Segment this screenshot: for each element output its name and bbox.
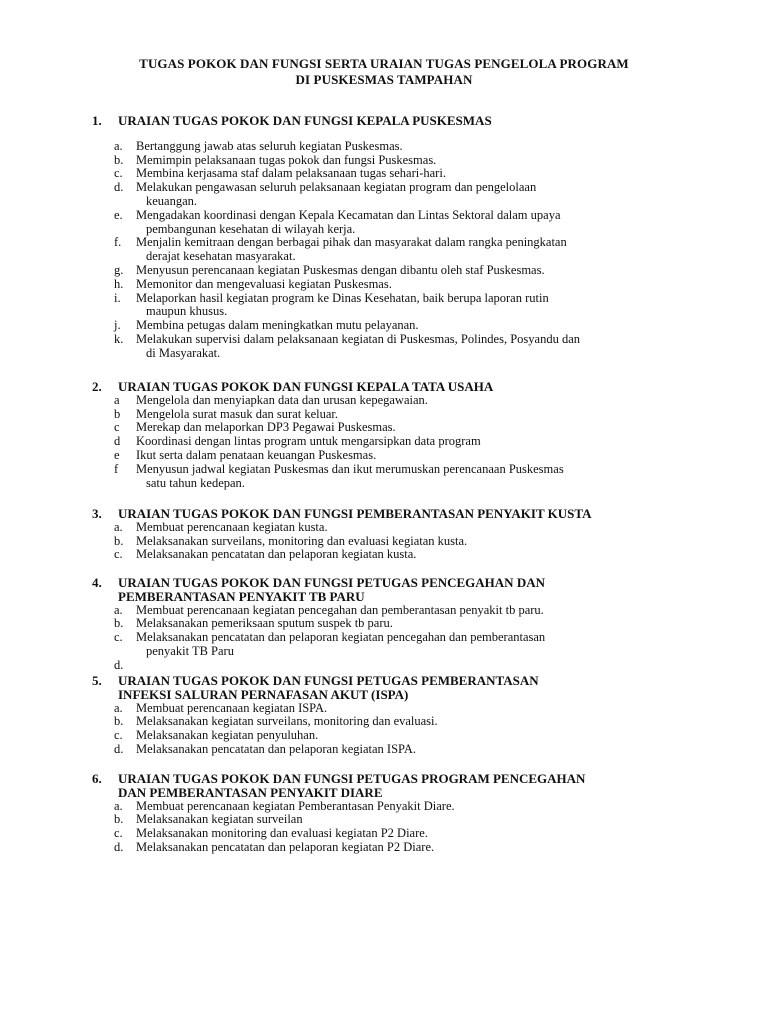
list-item-continuation: satu tahun kedepan. xyxy=(146,475,245,490)
list-item-continuation: keuangan. xyxy=(146,193,198,208)
list-item-line: Melakukan pengawasan seluruh pelaksanaan kegiatan program dan pengelolaan xyxy=(136,180,537,195)
list-item-line xyxy=(136,659,692,673)
section-number: 1. xyxy=(92,113,102,128)
list-item xyxy=(92,702,692,716)
list-item-marker: d. xyxy=(114,839,124,854)
list-item xyxy=(92,715,692,729)
list-item-text xyxy=(136,729,692,743)
list-item-marker: a. xyxy=(114,700,123,715)
list-item-marker: a. xyxy=(114,798,123,813)
list-item-marker: c. xyxy=(114,630,123,645)
list-item xyxy=(92,463,692,491)
list-item-line: Membuat perencanaan kegiatan ISPA. xyxy=(136,700,328,715)
section-heading xyxy=(92,380,692,394)
list-item-text xyxy=(136,617,692,631)
list-item xyxy=(92,841,692,855)
list-item xyxy=(92,264,692,278)
list-item-text xyxy=(136,435,692,449)
section-heading xyxy=(92,772,692,800)
list-item-marker: b. xyxy=(114,812,124,827)
list-item-line: Melaksanakan kegiatan surveilans, monitoring dan evaluasi. xyxy=(136,714,438,729)
list-item-text xyxy=(136,521,692,535)
list-item-line: Melaksanakan kegiatan penyuluhan. xyxy=(136,728,319,743)
list-item-continuation: pembangunan kesehatan di wilayah kerja. xyxy=(146,221,356,236)
list-item-marker: g. xyxy=(114,262,124,277)
list-item-marker: c. xyxy=(114,547,123,562)
list-item xyxy=(92,167,692,181)
list-item-line: Membuat perencanaan kegiatan pencegahan dan pemberantasan penyakit tb paru. xyxy=(136,602,544,617)
section-heading xyxy=(92,674,692,702)
list-item-marker: b. xyxy=(114,616,124,631)
list-item-text xyxy=(136,827,692,841)
list-item-marker: b xyxy=(114,406,121,421)
list-item xyxy=(92,521,692,535)
list-item-continuation: penyakit TB Paru xyxy=(146,643,234,658)
list-item xyxy=(92,827,692,841)
list-item xyxy=(92,449,692,463)
list-item-line: Melaporkan hasil kegiatan program ke Dinas Kesehatan, baik berupa laporan rutin xyxy=(136,290,549,305)
list-item xyxy=(92,617,692,631)
section-heading-text: PEMBERANTASAN PENYAKIT TB PARU xyxy=(118,588,365,604)
list-item-continuation: di Masyarakat. xyxy=(146,345,221,360)
list-item-text xyxy=(136,333,692,361)
section-1 xyxy=(92,114,692,361)
list-item-text xyxy=(136,449,692,463)
section-heading-text: URAIAN TUGAS POKOK DAN FUNGSI PEMBERANTASAN PENYAKIT KUSTA xyxy=(118,506,592,521)
list-item xyxy=(92,154,692,168)
list-item-marker: c. xyxy=(114,166,123,181)
list-item xyxy=(92,729,692,743)
list-item-text xyxy=(136,841,692,855)
list-item-text xyxy=(136,140,692,154)
list-item-line: Menyusun perencanaan kegiatan Puskesmas dengan dibantu oleh staf Puskesmas. xyxy=(136,262,545,277)
list-item-line: Memonitor dan mengevaluasi kegiatan Puskesmas. xyxy=(136,276,392,291)
list-item-line: Mengadakan koordinasi dengan Kepala Kecamatan dan Lintas Sektoral dalam upaya xyxy=(136,207,561,222)
section-heading-text: URAIAN TUGAS POKOK DAN FUNGSI PETUGAS PEMBERANTASAN xyxy=(118,673,539,688)
list-item-text xyxy=(136,209,692,237)
list-item xyxy=(92,743,692,757)
section-heading-text: URAIAN TUGAS POKOK DAN FUNGSI PETUGAS PENCEGAHAN DAN xyxy=(118,575,545,590)
list-item-marker: c. xyxy=(114,826,123,841)
list-item xyxy=(92,181,692,209)
section-3 xyxy=(92,507,692,562)
list-item-line: Merekap dan melaporkan DP3 Pegawai Puskesmas. xyxy=(136,420,396,435)
list-item-marker: a xyxy=(114,392,120,407)
list-item-line: Menyusun jadwal kegiatan Puskesmas dan ikut merumuskan perencanaan Puskesmas xyxy=(136,461,564,476)
section-number: 3. xyxy=(92,506,102,521)
list-item-marker: a. xyxy=(114,138,123,153)
section-number: 6. xyxy=(92,771,102,786)
list-item-text xyxy=(136,264,692,278)
list-item-marker: e. xyxy=(114,207,123,222)
list-item xyxy=(92,408,692,422)
list-item-line: Membuat perencanaan kegiatan kusta. xyxy=(136,519,328,534)
list-item xyxy=(92,659,692,673)
list-item-marker: d. xyxy=(114,741,124,756)
list-item-line: Melaksanakan pencatatan dan pelaporan kegiatan ISPA. xyxy=(136,741,416,756)
list-item-marker: f xyxy=(114,461,119,476)
section-5 xyxy=(92,674,692,757)
list-item-marker: c xyxy=(114,420,120,435)
list-item-marker: h. xyxy=(114,276,124,291)
list-item-marker: b. xyxy=(114,152,124,167)
document-title-line-2: DI PUSKESMAS TAMPAHAN xyxy=(295,72,473,87)
list-item xyxy=(92,813,692,827)
list-item-text xyxy=(136,278,692,292)
list-item xyxy=(92,394,692,408)
document-title-line-1: TUGAS POKOK DAN FUNGSI SERTA URAIAN TUGAS PENGELOLA PROGRAM xyxy=(139,56,629,71)
section-heading-text: URAIAN TUGAS POKOK DAN FUNGSI KEPALA PUSKESMAS xyxy=(118,113,492,128)
list-item-text xyxy=(136,463,692,491)
list-item-line: Melaksanakan monitoring dan evaluasi kegiatan P2 Diare. xyxy=(136,826,428,841)
list-item-line: Melaksanakan pencatatan dan pelaporan kegiatan P2 Diare. xyxy=(136,839,435,854)
section-heading-text: URAIAN TUGAS POKOK DAN FUNGSI KEPALA TATA USAHA xyxy=(118,379,494,394)
list-item-marker: e xyxy=(114,447,120,462)
list-item-line: Koordinasi dengan lintas program untuk mengarsipkan data program xyxy=(136,434,481,449)
list-item-marker: b. xyxy=(114,533,124,548)
list-item-marker: b. xyxy=(114,714,124,729)
item-list xyxy=(92,702,692,757)
list-item-text xyxy=(136,408,692,422)
section-2 xyxy=(92,380,692,490)
list-item-line: Melaksanakan pencatatan dan pelaporan kegiatan kusta. xyxy=(136,547,417,562)
list-item xyxy=(92,292,692,320)
list-item-text xyxy=(136,800,692,814)
list-item-line: Mengelola surat masuk dan surat keluar. xyxy=(136,406,339,421)
list-item-text xyxy=(136,715,692,729)
list-item-line: Melaksanakan pencatatan dan pelaporan kegiatan pencegahan dan pemberantasan xyxy=(136,630,546,645)
list-item-text xyxy=(136,394,692,408)
list-item xyxy=(92,236,692,264)
list-item xyxy=(92,209,692,237)
list-item-line: Melakukan supervisi dalam pelaksanaan kegiatan di Puskesmas, Polindes, Posyandu dan xyxy=(136,331,581,346)
list-item-marker: j. xyxy=(114,318,121,333)
item-list xyxy=(92,394,692,491)
list-item-line: Melaksanakan surveilans, monitoring dan evaluasi kegiatan kusta. xyxy=(136,533,468,548)
list-item xyxy=(92,604,692,618)
list-item xyxy=(92,435,692,449)
list-item-line: Membina petugas dalam meningkatkan mutu pelayanan. xyxy=(136,318,419,333)
list-item-line: Bertanggung jawab atas seluruh kegiatan Puskesmas. xyxy=(136,138,403,153)
list-item-text xyxy=(136,167,692,181)
list-item xyxy=(92,421,692,435)
list-item xyxy=(92,140,692,154)
list-item xyxy=(92,319,692,333)
section-number: 4. xyxy=(92,575,102,590)
list-item-line: Membina kerjasama staf dalam pelaksanaan tugas sehari-hari. xyxy=(136,166,446,181)
item-list xyxy=(92,140,692,361)
list-item-continuation: maupun khusus. xyxy=(146,304,228,319)
list-item-marker: a. xyxy=(114,602,123,617)
list-item-text xyxy=(136,813,692,827)
list-item-text xyxy=(136,236,692,264)
list-item xyxy=(92,800,692,814)
list-item-marker: k. xyxy=(114,331,124,346)
list-item xyxy=(92,278,692,292)
list-item xyxy=(92,333,692,361)
list-item-line: Melaksanakan kegiatan surveilan xyxy=(136,812,303,827)
section-heading-text: URAIAN TUGAS POKOK DAN FUNGSI PETUGAS PROGRAM PENCEGAHAN xyxy=(118,771,586,786)
list-item-text xyxy=(136,319,692,333)
section-heading xyxy=(92,576,692,604)
list-item-text xyxy=(136,421,692,435)
list-item-line: Membuat perencanaan kegiatan Pemberantasan Penyakit Diare. xyxy=(136,798,455,813)
section-heading xyxy=(92,507,692,521)
list-item-line: Memimpin pelaksanaan tugas pokok dan fungsi Puskesmas. xyxy=(136,152,437,167)
list-item-marker: a. xyxy=(114,519,123,534)
list-item-text xyxy=(136,548,692,562)
section-number: 2. xyxy=(92,379,102,394)
list-item-text xyxy=(136,743,692,757)
section-6 xyxy=(92,772,692,855)
list-item-marker: c. xyxy=(114,728,123,743)
section-heading-text: DAN PEMBERANTASAN PENYAKIT DIARE xyxy=(118,784,383,800)
list-item xyxy=(92,548,692,562)
list-item-text xyxy=(136,181,692,209)
section-heading-text: INFEKSI SALURAN PERNAFASAN AKUT (ISPA) xyxy=(118,686,409,702)
list-item-text xyxy=(136,535,692,549)
list-item-line: Melaksanakan pemeriksaan sputum suspek tb paru. xyxy=(136,616,393,631)
list-item-line: Ikut serta dalam penataan keuangan Puskesmas. xyxy=(136,447,377,462)
item-list xyxy=(92,800,692,855)
section-heading xyxy=(92,114,692,128)
list-item xyxy=(92,535,692,549)
list-item-text xyxy=(136,292,692,320)
list-item-marker: d. xyxy=(114,180,124,195)
list-item-text xyxy=(136,154,692,168)
list-item-marker: i. xyxy=(114,290,121,305)
list-item-text xyxy=(136,702,692,716)
list-item-line: Menjalin kemitraan dengan berbagai pihak dan masyarakat dalam rangka peningkatan xyxy=(136,235,567,250)
section-4 xyxy=(92,576,692,673)
item-list xyxy=(92,521,692,562)
list-item-line: Mengelola dan menyiapkan data dan urusan kepegawaian. xyxy=(136,392,428,407)
list-item-text xyxy=(136,604,692,618)
list-item-text xyxy=(136,659,692,673)
list-item-marker: f. xyxy=(114,235,122,250)
list-item-continuation: derajat kesehatan masyarakat. xyxy=(146,249,296,264)
list-item xyxy=(92,631,692,659)
list-item-text xyxy=(136,631,692,659)
list-item-marker: d xyxy=(114,434,121,449)
item-list xyxy=(92,604,692,673)
section-number: 5. xyxy=(92,673,102,688)
list-item-marker: d. xyxy=(114,657,124,672)
